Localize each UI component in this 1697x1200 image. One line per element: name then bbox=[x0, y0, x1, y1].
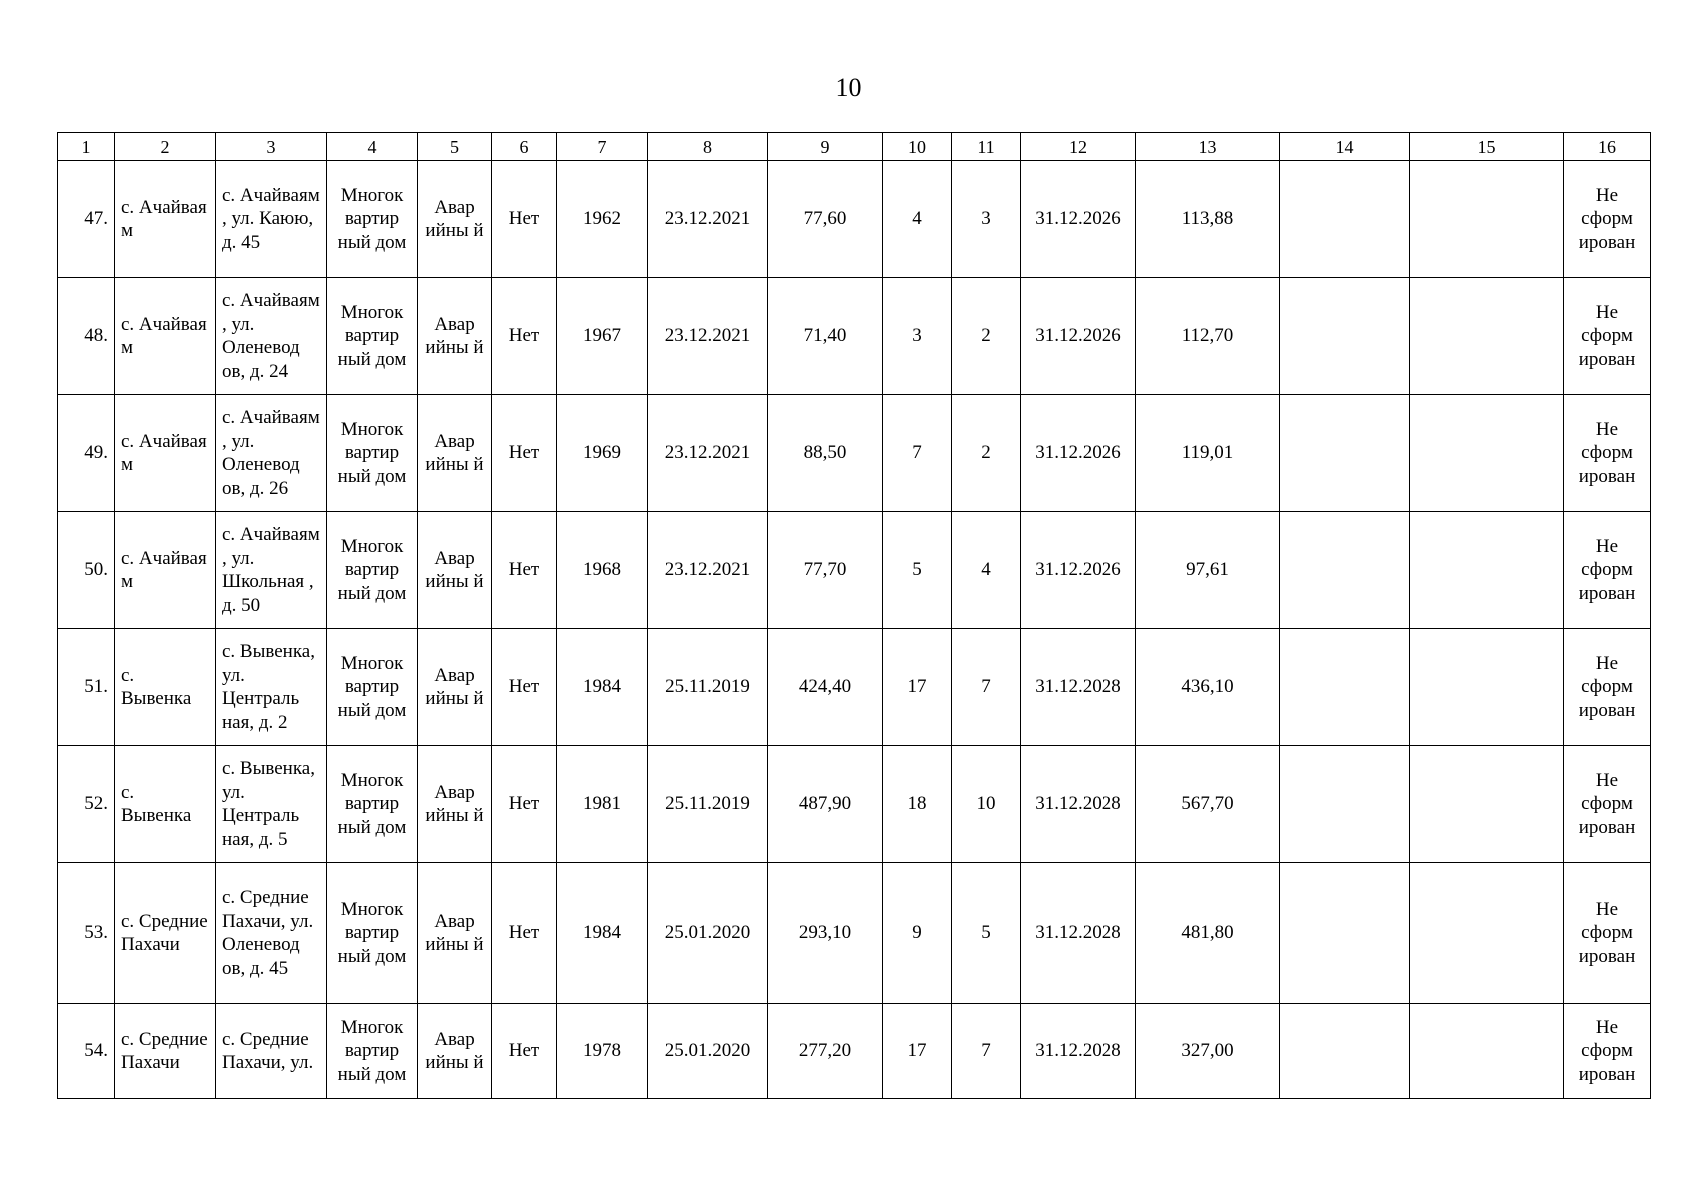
row-number-cell-text: 49. bbox=[84, 442, 108, 464]
recognition-date-cell bbox=[648, 1004, 768, 1099]
column-header: 10 bbox=[883, 133, 952, 161]
column-11-cell-text: 3 bbox=[981, 208, 991, 230]
address-cell bbox=[216, 512, 327, 629]
column-6-cell-text: Нет bbox=[508, 559, 540, 581]
column-16-cell bbox=[1564, 863, 1651, 1004]
column-13-cell-text: 481,80 bbox=[1181, 922, 1234, 944]
area-cell bbox=[768, 1004, 883, 1099]
area-cell-text: 77,60 bbox=[803, 208, 847, 230]
column-16-cell bbox=[1564, 629, 1651, 746]
column-16-cell-text: Не сформ ирован bbox=[1578, 184, 1636, 253]
address-cell-text: с. Ачайваям , ул. Каюю, д. 45 bbox=[222, 184, 320, 253]
settlement-cell-text: с. Средние Пахачи bbox=[121, 1028, 208, 1073]
address-cell-text: с. Средние Пахачи, ул. bbox=[222, 1028, 314, 1073]
settlement-cell bbox=[115, 161, 216, 278]
column-15-cell bbox=[1410, 278, 1564, 395]
row-number-cell bbox=[58, 512, 115, 629]
building-type-cell bbox=[327, 161, 418, 278]
row-number-cell-text: 48. bbox=[84, 325, 108, 347]
building-type-cell-text: Многок вартир ный дом bbox=[337, 898, 407, 967]
settlement-cell-text: с. Вывенка bbox=[121, 664, 192, 709]
area-cell-text: 487,90 bbox=[798, 793, 852, 815]
settlement-cell bbox=[115, 629, 216, 746]
resettlement-deadline-cell bbox=[1021, 863, 1136, 1004]
column-6-cell-text: Нет bbox=[508, 1040, 540, 1062]
condition-status-cell bbox=[418, 629, 492, 746]
column-13-cell-text: 113,88 bbox=[1181, 208, 1234, 230]
column-16-cell bbox=[1564, 512, 1651, 629]
column-13-cell bbox=[1136, 161, 1280, 278]
column-11-cell bbox=[952, 395, 1021, 512]
column-15-cell bbox=[1410, 161, 1564, 278]
settlement-cell bbox=[115, 395, 216, 512]
condition-status-cell bbox=[418, 746, 492, 863]
column-15-cell bbox=[1410, 629, 1564, 746]
table-row bbox=[58, 1004, 1651, 1099]
table-row bbox=[58, 278, 1651, 395]
condition-status-cell-text: Авар ийны й bbox=[425, 781, 484, 826]
row-number-cell bbox=[58, 395, 115, 512]
column-16-cell bbox=[1564, 161, 1651, 278]
column-11-cell bbox=[952, 863, 1021, 1004]
column-13-cell bbox=[1136, 1004, 1280, 1099]
column-10-cell bbox=[883, 1004, 952, 1099]
resettlement-deadline-cell bbox=[1021, 278, 1136, 395]
condition-status-cell-text: Авар ийны й bbox=[425, 664, 484, 709]
column-13-cell-text: 436,10 bbox=[1181, 676, 1234, 698]
build-year-cell bbox=[557, 863, 648, 1004]
condition-status-cell-text: Авар ийны й bbox=[425, 430, 484, 475]
build-year-cell bbox=[557, 629, 648, 746]
area-cell-text: 293,10 bbox=[798, 922, 852, 944]
column-11-cell bbox=[952, 278, 1021, 395]
build-year-cell bbox=[557, 746, 648, 863]
address-cell bbox=[216, 278, 327, 395]
build-year-cell-text: 1984 bbox=[583, 922, 621, 944]
column-10-cell bbox=[883, 395, 952, 512]
address-cell-text: с. Вывенка, ул. Централь ная, д. 5 bbox=[222, 758, 315, 850]
resettlement-deadline-cell bbox=[1021, 746, 1136, 863]
column-14-cell bbox=[1280, 863, 1410, 1004]
column-16-cell-text: Не сформ ирован bbox=[1578, 769, 1636, 838]
area-cell-text: 277,20 bbox=[798, 1040, 852, 1062]
column-11-cell bbox=[952, 746, 1021, 863]
column-15-cell bbox=[1410, 1004, 1564, 1099]
address-cell-text: с. Вывенка, ул. Централь ная, д. 2 bbox=[222, 641, 315, 733]
table-row bbox=[58, 512, 1651, 629]
column-15-cell bbox=[1410, 746, 1564, 863]
column-header: 15 bbox=[1410, 133, 1564, 161]
address-cell-text: с. Средние Пахачи, ул. Оленевод ов, д. 45 bbox=[222, 887, 314, 979]
building-type-cell-text: Многок вартир ный дом bbox=[337, 418, 407, 487]
build-year-cell-text: 1978 bbox=[583, 1040, 621, 1062]
area-cell-text: 88,50 bbox=[803, 442, 847, 464]
column-header: 6 bbox=[492, 133, 557, 161]
column-10-cell bbox=[883, 161, 952, 278]
build-year-cell bbox=[557, 161, 648, 278]
build-year-cell bbox=[557, 395, 648, 512]
recognition-date-cell-text: 25.01.2020 bbox=[664, 922, 751, 944]
row-number-cell-text: 51. bbox=[84, 676, 108, 698]
build-year-cell-text: 1962 bbox=[583, 208, 621, 230]
resettlement-deadline-cell bbox=[1021, 1004, 1136, 1099]
column-14-cell bbox=[1280, 512, 1410, 629]
address-cell bbox=[216, 863, 327, 1004]
column-13-cell-text: 97,61 bbox=[1186, 559, 1229, 581]
column-header: 5 bbox=[418, 133, 492, 161]
recognition-date-cell-text: 23.12.2021 bbox=[664, 208, 751, 230]
column-16-cell bbox=[1564, 1004, 1651, 1099]
building-type-cell bbox=[327, 512, 418, 629]
column-13-cell bbox=[1136, 278, 1280, 395]
column-16-cell bbox=[1564, 746, 1651, 863]
column-16-cell-text: Не сформ ирован bbox=[1578, 418, 1636, 487]
column-6-cell-text: Нет bbox=[508, 676, 540, 698]
recognition-date-cell-text: 23.12.2021 bbox=[664, 442, 751, 464]
column-6-cell bbox=[492, 512, 557, 629]
row-number-cell-text: 54. bbox=[84, 1040, 108, 1062]
recognition-date-cell bbox=[648, 863, 768, 1004]
recognition-date-cell-text: 23.12.2021 bbox=[664, 325, 751, 347]
building-type-cell bbox=[327, 1004, 418, 1099]
column-10-cell bbox=[883, 629, 952, 746]
row-number-cell-text: 52. bbox=[84, 793, 108, 815]
condition-status-cell-text: Авар ийны й bbox=[425, 1028, 484, 1073]
column-11-cell bbox=[952, 1004, 1021, 1099]
column-6-cell bbox=[492, 629, 557, 746]
build-year-cell-text: 1969 bbox=[583, 442, 621, 464]
column-header: 13 bbox=[1136, 133, 1280, 161]
column-10-cell-text: 17 bbox=[907, 1040, 927, 1062]
building-type-cell-text: Многок вартир ный дом bbox=[337, 769, 407, 838]
recognition-date-cell bbox=[648, 161, 768, 278]
column-header: 7 bbox=[557, 133, 648, 161]
column-13-cell bbox=[1136, 746, 1280, 863]
column-14-cell bbox=[1280, 746, 1410, 863]
table-row bbox=[58, 161, 1651, 278]
address-cell-text: с. Ачайваям , ул. Оленевод ов, д. 24 bbox=[222, 290, 320, 382]
building-type-cell-text: Многок вартир ный дом bbox=[337, 184, 407, 253]
recognition-date-cell bbox=[648, 395, 768, 512]
column-6-cell bbox=[492, 278, 557, 395]
column-10-cell-text: 4 bbox=[912, 208, 922, 230]
build-year-cell-text: 1968 bbox=[583, 559, 621, 581]
column-6-cell bbox=[492, 161, 557, 278]
column-13-cell bbox=[1136, 512, 1280, 629]
column-header: 12 bbox=[1021, 133, 1136, 161]
column-6-cell bbox=[492, 863, 557, 1004]
column-header: 4 bbox=[327, 133, 418, 161]
condition-status-cell bbox=[418, 278, 492, 395]
resettlement-deadline-cell-text: 31.12.2028 bbox=[1035, 793, 1121, 815]
building-type-cell-text: Многок вартир ный дом bbox=[337, 652, 407, 721]
column-header: 3 bbox=[216, 133, 327, 161]
resettlement-deadline-cell bbox=[1021, 161, 1136, 278]
recognition-date-cell-text: 25.01.2020 bbox=[664, 1040, 751, 1062]
column-13-cell-text: 112,70 bbox=[1181, 325, 1234, 347]
address-cell-text: с. Ачайваям , ул. Оленевод ов, д. 26 bbox=[222, 407, 320, 499]
area-cell-text: 424,40 bbox=[798, 676, 852, 698]
table-row bbox=[58, 863, 1651, 1004]
recognition-date-cell-text: 25.11.2019 bbox=[665, 793, 750, 815]
building-type-cell bbox=[327, 278, 418, 395]
column-header: 16 bbox=[1564, 133, 1651, 161]
address-cell-text: с. Ачайваям , ул. Школьная , д. 50 bbox=[222, 524, 320, 616]
row-number-cell bbox=[58, 863, 115, 1004]
column-14-cell bbox=[1280, 395, 1410, 512]
resettlement-deadline-cell bbox=[1021, 512, 1136, 629]
recognition-date-cell-text: 23.12.2021 bbox=[664, 559, 751, 581]
column-11-cell-text: 2 bbox=[981, 442, 991, 464]
column-11-cell-text: 5 bbox=[981, 922, 991, 944]
condition-status-cell bbox=[418, 1004, 492, 1099]
building-type-cell bbox=[327, 746, 418, 863]
area-cell bbox=[768, 512, 883, 629]
table-row bbox=[58, 746, 1651, 863]
resettlement-deadline-cell bbox=[1021, 395, 1136, 512]
condition-status-cell-text: Авар ийны й bbox=[425, 196, 484, 241]
column-11-cell bbox=[952, 512, 1021, 629]
area-cell bbox=[768, 395, 883, 512]
resettlement-deadline-cell-text: 31.12.2028 bbox=[1035, 676, 1121, 698]
settlement-cell bbox=[115, 746, 216, 863]
settlement-cell bbox=[115, 512, 216, 629]
resettlement-deadline-cell-text: 31.12.2028 bbox=[1035, 1040, 1121, 1062]
column-10-cell-text: 18 bbox=[907, 793, 927, 815]
condition-status-cell-text: Авар ийны й bbox=[425, 313, 484, 358]
address-cell bbox=[216, 1004, 327, 1099]
column-15-cell bbox=[1410, 863, 1564, 1004]
settlement-cell-text: с. Средние Пахачи bbox=[121, 910, 208, 955]
column-16-cell-text: Не сформ ирован bbox=[1578, 535, 1636, 604]
column-11-cell-text: 10 bbox=[976, 793, 996, 815]
column-10-cell bbox=[883, 863, 952, 1004]
building-type-cell-text: Многок вартир ный дом bbox=[337, 1016, 407, 1085]
condition-status-cell bbox=[418, 161, 492, 278]
recognition-date-cell bbox=[648, 629, 768, 746]
resettlement-deadline-cell-text: 31.12.2026 bbox=[1035, 208, 1121, 230]
column-11-cell-text: 4 bbox=[981, 559, 991, 581]
settlement-cell-text: с. Ачайвая м bbox=[121, 313, 207, 358]
area-cell bbox=[768, 629, 883, 746]
column-header: 2 bbox=[115, 133, 216, 161]
column-16-cell-text: Не сформ ирован bbox=[1578, 898, 1636, 967]
settlement-cell-text: с. Вывенка bbox=[121, 781, 192, 826]
settlement-cell-text: с. Ачайвая м bbox=[121, 196, 207, 241]
column-16-cell bbox=[1564, 278, 1651, 395]
row-number-cell-text: 50. bbox=[84, 559, 108, 581]
condition-status-cell bbox=[418, 395, 492, 512]
table-row bbox=[58, 629, 1651, 746]
recognition-date-cell bbox=[648, 278, 768, 395]
column-6-cell-text: Нет bbox=[508, 442, 540, 464]
column-16-cell bbox=[1564, 395, 1651, 512]
settlement-cell-text: с. Ачайвая м bbox=[121, 430, 207, 475]
row-number-cell bbox=[58, 746, 115, 863]
column-header: 1 bbox=[58, 133, 115, 161]
recognition-date-cell bbox=[648, 512, 768, 629]
column-header: 11 bbox=[952, 133, 1021, 161]
address-cell bbox=[216, 629, 327, 746]
column-10-cell bbox=[883, 746, 952, 863]
column-10-cell bbox=[883, 512, 952, 629]
column-header: 8 bbox=[648, 133, 768, 161]
row-number-cell-text: 53. bbox=[84, 922, 108, 944]
column-16-cell-text: Не сформ ирован bbox=[1578, 1016, 1636, 1085]
row-number-cell-text: 47. bbox=[84, 208, 108, 230]
row-number-cell bbox=[58, 1004, 115, 1099]
resettlement-deadline-cell-text: 31.12.2026 bbox=[1035, 442, 1121, 464]
column-13-cell-text: 327,00 bbox=[1181, 1040, 1234, 1062]
area-cell bbox=[768, 746, 883, 863]
row-number-cell bbox=[58, 278, 115, 395]
column-6-cell bbox=[492, 395, 557, 512]
column-number-row bbox=[58, 133, 1651, 161]
area-cell-text: 71,40 bbox=[803, 325, 847, 347]
build-year-cell-text: 1984 bbox=[583, 676, 621, 698]
page-number: 10 bbox=[835, 73, 862, 102]
column-13-cell bbox=[1136, 629, 1280, 746]
resettlement-deadline-cell-text: 31.12.2026 bbox=[1035, 559, 1121, 581]
column-16-cell-text: Не сформ ирован bbox=[1578, 652, 1636, 721]
column-10-cell bbox=[883, 278, 952, 395]
column-6-cell-text: Нет bbox=[508, 793, 540, 815]
condition-status-cell-text: Авар ийны й bbox=[425, 547, 484, 592]
column-11-cell-text: 7 bbox=[981, 676, 991, 698]
column-10-cell-text: 9 bbox=[912, 922, 922, 944]
column-13-cell-text: 567,70 bbox=[1181, 793, 1234, 815]
table-row bbox=[58, 395, 1651, 512]
column-14-cell bbox=[1280, 278, 1410, 395]
area-cell bbox=[768, 278, 883, 395]
column-15-cell bbox=[1410, 512, 1564, 629]
address-cell bbox=[216, 395, 327, 512]
area-cell-text: 77,70 bbox=[803, 559, 847, 581]
recognition-date-cell-text: 25.11.2019 bbox=[665, 676, 750, 698]
building-type-cell-text: Многок вартир ный дом bbox=[337, 535, 407, 604]
column-6-cell bbox=[492, 746, 557, 863]
column-14-cell bbox=[1280, 1004, 1410, 1099]
recognition-date-cell bbox=[648, 746, 768, 863]
column-6-cell-text: Нет bbox=[508, 325, 540, 347]
column-13-cell-text: 119,01 bbox=[1181, 442, 1234, 464]
build-year-cell bbox=[557, 278, 648, 395]
column-6-cell-text: Нет bbox=[508, 922, 540, 944]
building-type-cell bbox=[327, 395, 418, 512]
housing-registry-table bbox=[57, 132, 1651, 1099]
column-10-cell-text: 3 bbox=[912, 325, 922, 347]
resettlement-deadline-cell-text: 31.12.2028 bbox=[1035, 922, 1121, 944]
column-11-cell bbox=[952, 629, 1021, 746]
build-year-cell-text: 1967 bbox=[583, 325, 621, 347]
condition-status-cell bbox=[418, 863, 492, 1004]
column-11-cell-text: 7 bbox=[981, 1040, 991, 1062]
build-year-cell bbox=[557, 1004, 648, 1099]
column-10-cell-text: 5 bbox=[912, 559, 922, 581]
address-cell bbox=[216, 161, 327, 278]
column-16-cell-text: Не сформ ирован bbox=[1578, 301, 1636, 370]
building-type-cell-text: Многок вартир ный дом bbox=[337, 301, 407, 370]
row-number-cell bbox=[58, 161, 115, 278]
table-body bbox=[58, 161, 1651, 1099]
column-10-cell-text: 7 bbox=[912, 442, 922, 464]
condition-status-cell-text: Авар ийны й bbox=[425, 910, 484, 955]
settlement-cell bbox=[115, 278, 216, 395]
column-13-cell bbox=[1136, 863, 1280, 1004]
address-cell bbox=[216, 746, 327, 863]
area-cell bbox=[768, 863, 883, 1004]
column-13-cell bbox=[1136, 395, 1280, 512]
column-11-cell-text: 2 bbox=[981, 325, 991, 347]
area-cell bbox=[768, 161, 883, 278]
column-11-cell bbox=[952, 161, 1021, 278]
column-6-cell-text: Нет bbox=[508, 208, 540, 230]
column-10-cell-text: 17 bbox=[907, 676, 927, 698]
building-type-cell bbox=[327, 863, 418, 1004]
column-14-cell bbox=[1280, 161, 1410, 278]
settlement-cell bbox=[115, 1004, 216, 1099]
row-number-cell bbox=[58, 629, 115, 746]
settlement-cell-text: с. Ачайвая м bbox=[121, 547, 207, 592]
column-header: 9 bbox=[768, 133, 883, 161]
resettlement-deadline-cell bbox=[1021, 629, 1136, 746]
column-6-cell bbox=[492, 1004, 557, 1099]
column-header: 14 bbox=[1280, 133, 1410, 161]
settlement-cell bbox=[115, 863, 216, 1004]
build-year-cell-text: 1981 bbox=[583, 793, 621, 815]
column-15-cell bbox=[1410, 395, 1564, 512]
condition-status-cell bbox=[418, 512, 492, 629]
column-14-cell bbox=[1280, 629, 1410, 746]
resettlement-deadline-cell-text: 31.12.2026 bbox=[1035, 325, 1121, 347]
build-year-cell bbox=[557, 512, 648, 629]
building-type-cell bbox=[327, 629, 418, 746]
